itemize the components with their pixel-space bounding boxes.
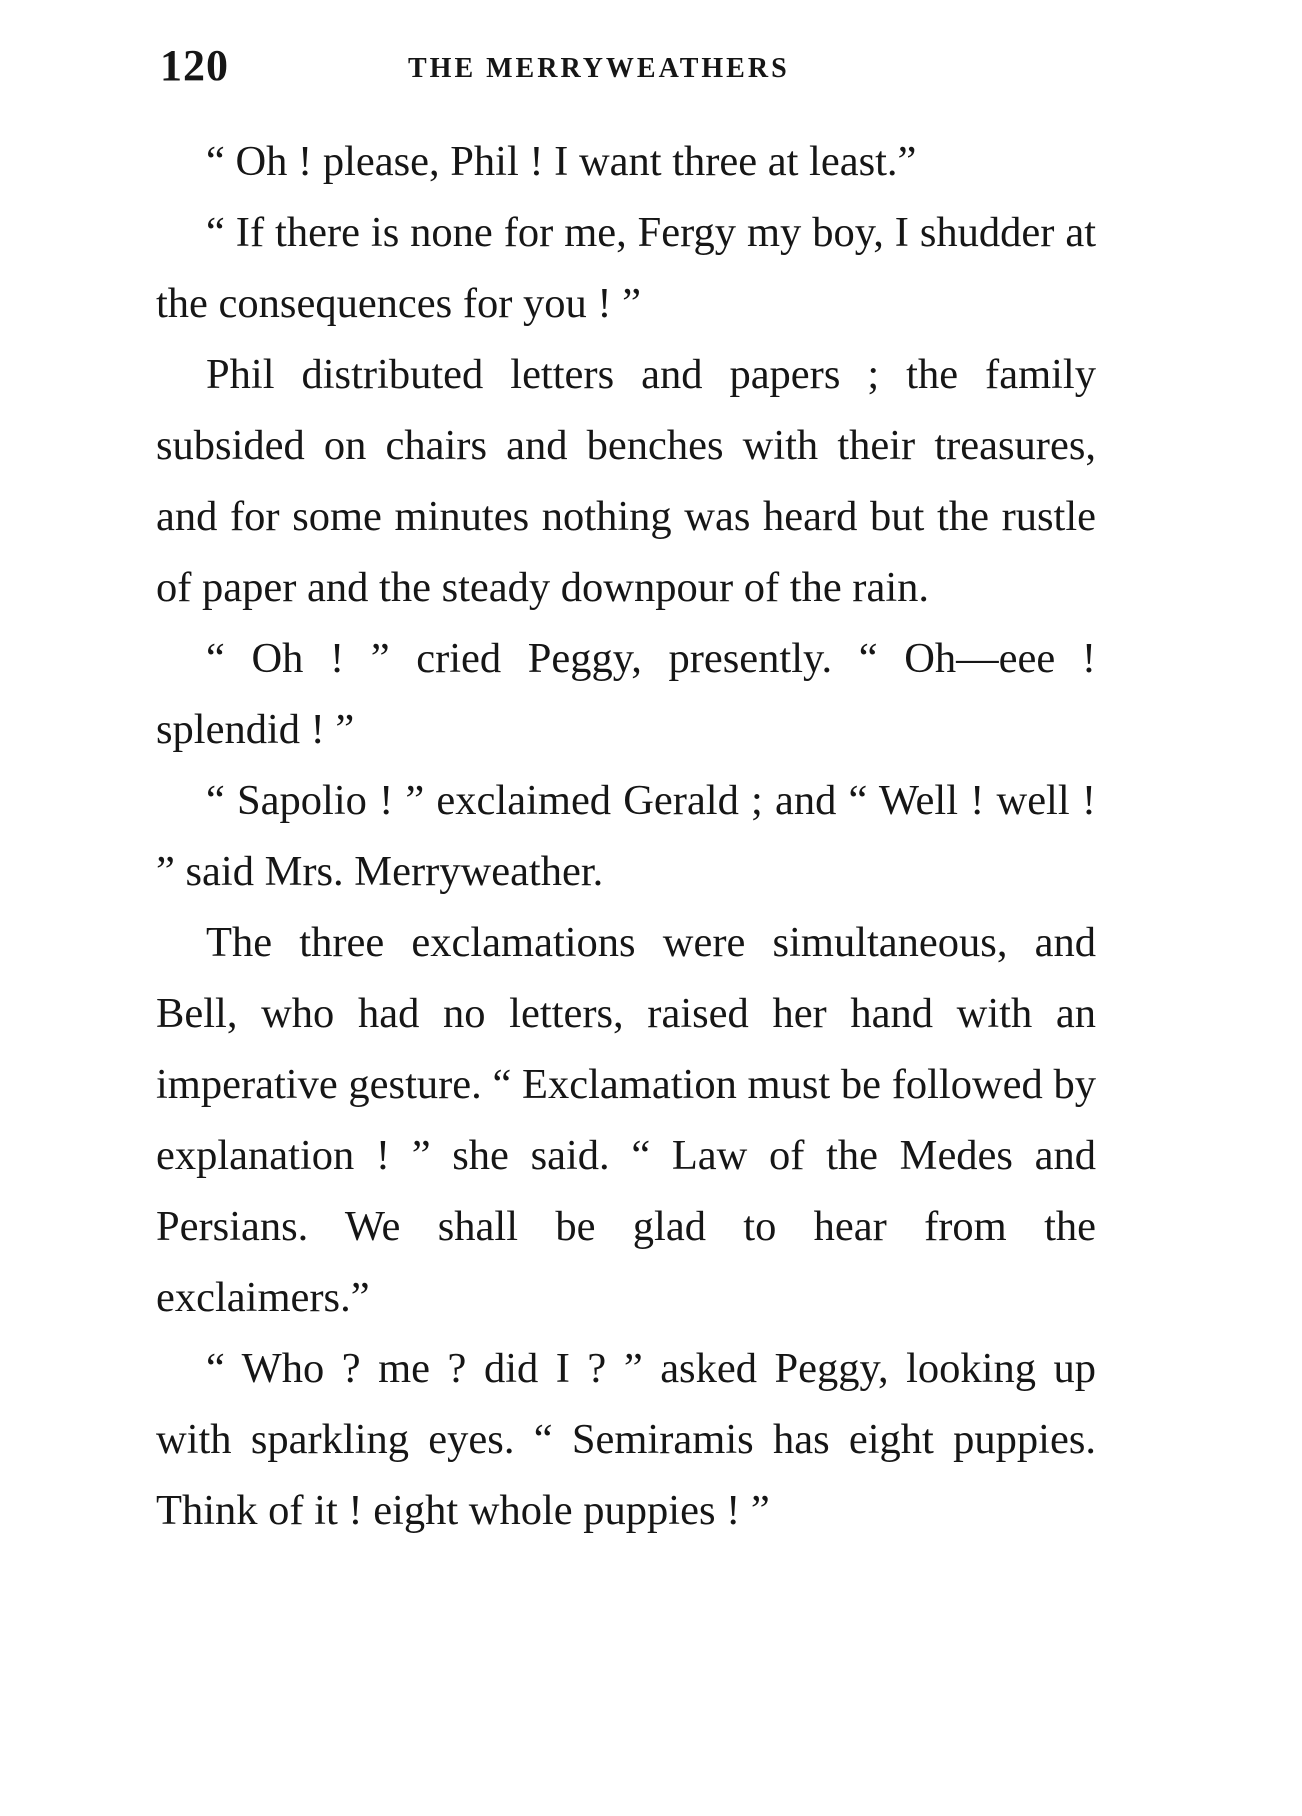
page-number: 120 xyxy=(160,41,229,90)
running-title: THE MERRYWEATHERS xyxy=(408,53,790,84)
paragraph: “ Who ? me ? did I ? ” asked Peggy, looking up with sparkling eyes. “ Semiramis has eight puppies. Think of it ! eight whole puppies ! ” xyxy=(156,1345,1096,1534)
paragraph: “ Oh ! please, Phil ! I want three at least.” xyxy=(206,138,917,185)
body-text xyxy=(156,126,1096,1546)
page-header xyxy=(160,38,1100,94)
paragraph: The three exclamations were simultaneous, and Bell, who had no letters, raised her hand with an imperative gesture. “ Exclamation must be followed by explanation ! ” she said. “ Law of the Medes and Persians. We shall be glad to hear from the exclaimers.” xyxy=(156,919,1096,1321)
paragraph: “ Oh ! ” cried Peggy, presently. “ Oh—eee ! splendid ! ” xyxy=(156,635,1096,753)
paragraph: “ If there is none for me, Fergy my boy, I shudder at the consequences for you ! ” xyxy=(156,209,1096,327)
paragraph: Phil distributed letters and papers ; the family subsided on chairs and benches with their treasures, and for some minutes nothing was heard but the rustle of paper and the steady downpour of the rain. xyxy=(156,351,1096,611)
paragraph: “ Sapolio ! ” exclaimed Gerald ; and “ Well ! well ! ” said Mrs. Merryweather. xyxy=(156,777,1096,895)
